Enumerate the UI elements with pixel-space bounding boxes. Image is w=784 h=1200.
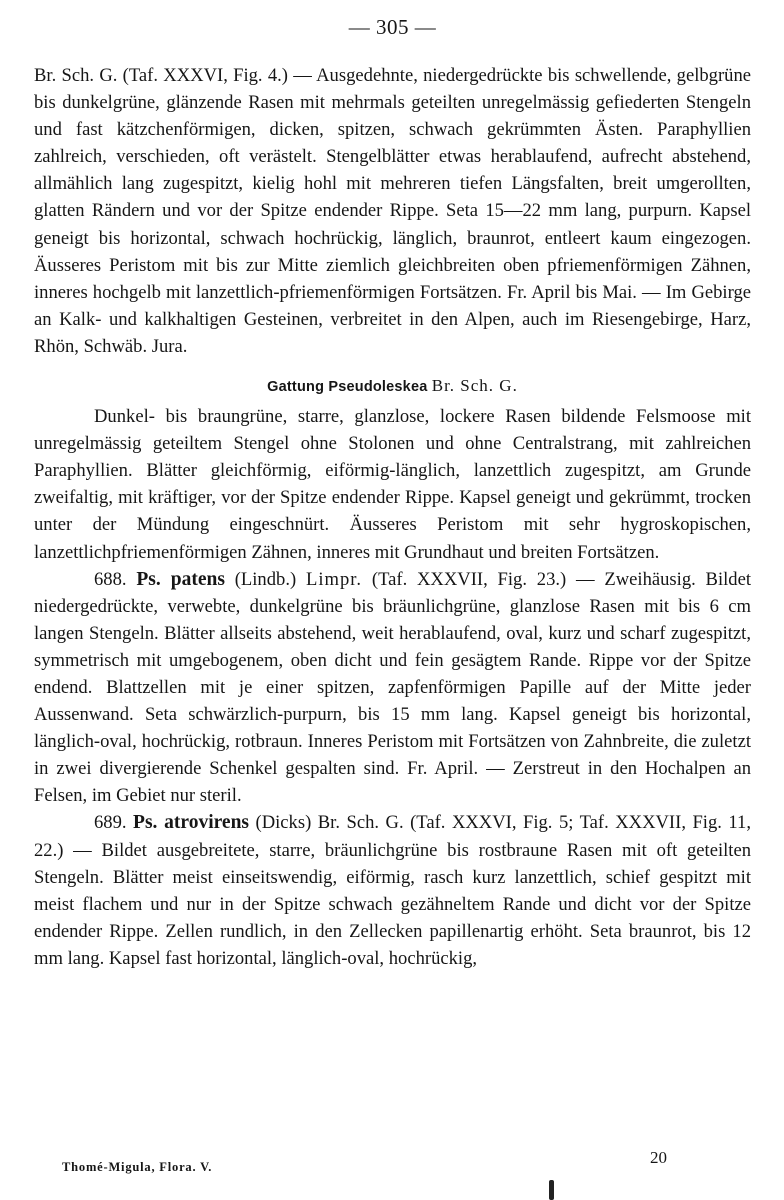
species-text: (Taf. XXXVI, Fig. 5; Taf. XXXVII, Fig. 11, 22.) — Bildet ausgebreitete, starre, bräunlichgrüne bis rostbraune Rasen mit oft geteilten Stengeln. Blätter meist einseitswendig, eiförmig, rasch kurz lanzettlich, schief gespitzt mit meist flachem und nur in der Spitze schwach gezähneltem Rande und dicht vor der Spitze endender Rippe. Zellen rundlich, in den Zellecken papillenartig erhöht. Seta braunrot, bis 12 mm lang. Kapsel fast horizontal, länglich-oval, hochrückig, <box>34 812 751 969</box>
intro-paragraph: Br. Sch. G. (Taf. XXXVI, Fig. 4.) — Ausgedehnte, niedergedrückte bis schwellende, gelbgrüne bis dunkelgrüne, glänzende Rasen mit mehrmals geteilten unregelmässig gefiederten Stengeln und fast kätzchenförmigen, dicken, spitzen, schwach gekrümmten Ästen. Paraphyllien zahlreich, verschieden, oft verästelt. Stengelblätter etwas herablaufend, aufrecht abstehend, allmählich lang zugespitzt, kielig hohl mit mehreren tiefen Längsfalten, breit umgerollten, glatten Rändern und vor der Spitze endender Rippe. Seta 15—22 mm lang, purpurn. Kapsel geneigt bis horizontal, schwach hochrückig, länglich, braunrot, entleert kaum eingezogen. Äusseres Peristom mit bis zur Mitte ziemlich gleichbreiten oben pfriemenförmigen Zähnen, inneres hochgelb mit lanzettlich-pfriemenförmigen Fortsätzen. Fr. April bis Mai. — Im Gebirge an Kalk- und kalkhaltigen Gesteinen, verbreitet in den Alpen, auch im Riesengebirge, Harz, Rhön, Schwäb. Jura. <box>34 65 751 357</box>
genus-heading <box>34 372 751 401</box>
genus-description: Dunkel- bis braungrüne, starre, glanzlose, lockere Rasen bildende Felsmoose mit unregelmässig geteiltem Stengel ohne Stolonen und ohne Centralstrang, mit zahlreichen Paraphyllien. Blätter gleichförmig, eiförmig-länglich, lanzettlich zugespitzt, am Grunde zweifaltig, mit kräftiger, vor der Spitze endender Rippe. Kapsel geneigt und gekrümmt, trocken unter der Mündung eingeschnürt. Äusseres Peristom mit sehr hygroskopischen, lanzettlichpfriemenförmigen Zähnen, inneres mit Grundhaut und breiten Fortsätzen. <box>34 406 751 563</box>
species-author: Br. Sch. G. <box>317 812 404 834</box>
species-author-paren: (Lindb.) <box>234 568 297 590</box>
species-name: Ps. patens <box>136 568 225 590</box>
ink-mark <box>549 1180 554 1200</box>
genus-author: Br. Sch. G. <box>431 376 518 396</box>
species-text: (Taf. XXXVII, Fig. 23.) — Zweihäusig. Bildet niedergedrückte, verwebte, dunkelgrüne bis bräunlichgrüne, glanzlose Rasen mit bis 6 cm langen Stengeln. Blätter allseits abstehend, weit herablaufend, oval, kurz und scharf zugespitzt, symmetrisch mit umgebogenem, oben dicht und fein gesägtem Rande. Rippe vor der Spitze endend. Blattzellen mit je einer spitzen, zapfenförmigen Papille auf der Mitte jeder Aussenwand. Seta schwärzlich-purpurn, bis 15 mm lang. Kapsel geneigt bis horizontal, länglich-oval, hochrückig, rotbraun. Inneres Peristom mit Fortsätzen von Zahnbreite, die zuletzt in zwei divergierende Schenkel gespalten sind. Fr. April. — Zerstreut in den Hochalpen an Felsen, im Gebiet nur steril. <box>34 568 752 807</box>
species-author: Limpr. <box>305 568 363 590</box>
species-entry-689 <box>34 809 751 972</box>
genus-name: Gattung Pseudoleskea <box>267 379 428 396</box>
species-entry-688 <box>34 566 751 810</box>
species-author-paren: (Dicks) <box>255 812 312 834</box>
page-footer <box>34 1148 751 1178</box>
footer-sheet-number: 20 <box>650 1148 667 1167</box>
species-name: Ps. atrovirens <box>133 812 250 834</box>
document-page <box>34 0 751 1200</box>
species-number: 688. <box>94 568 127 590</box>
footer-signature: Thomé-Migula, Flora. V. <box>62 1160 213 1174</box>
species-number: 689. <box>94 812 127 834</box>
page-body <box>34 62 751 972</box>
page-number: — 305 — <box>348 15 437 39</box>
